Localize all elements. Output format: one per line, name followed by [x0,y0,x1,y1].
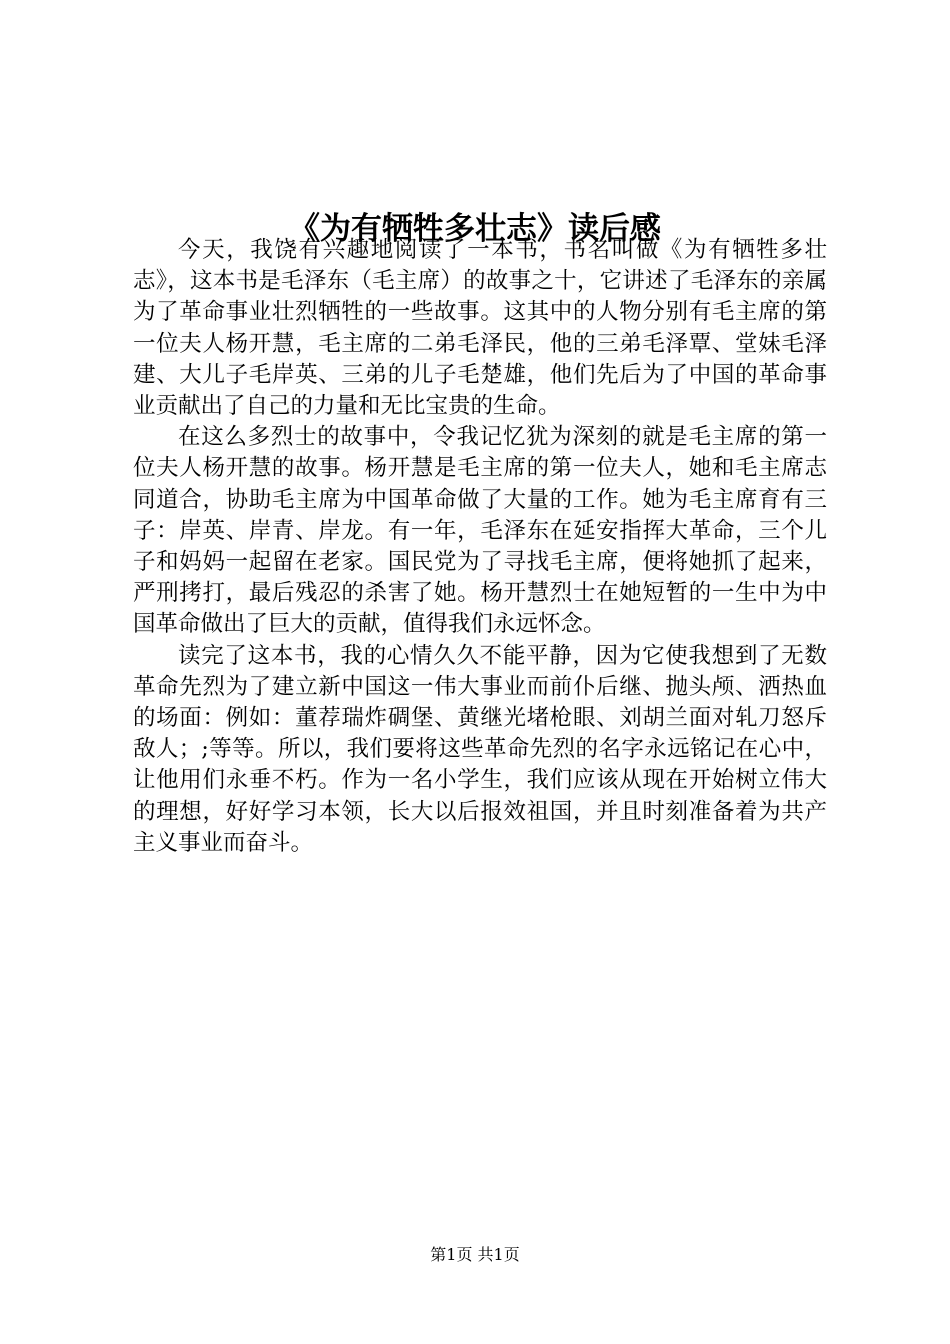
paragraph-3: 读完了这本书，我的心情久久不能平静，因为它使我想到了无数革命先烈为了建立新中国这一伟大事业而前仆后继、抛头颅、洒热血的场面：例如：董荐瑞炸碉堡、黄继光堵枪眼、刘胡兰面对轧刀怒斥敌人；;等等。所以，我们要将这些革命先烈的名字永远铭记在心中，让他用们永垂不朽。作为一名小学生，我们应该从现在开始树立伟大的理想，好好学习本领，长大以后报效祖国，并且时刻准备着为共产主义事业而奋斗。 [133,642,827,856]
paragraph-2: 在这么多烈士的故事中，令我记忆犹为深刻的就是毛主席的第一位夫人杨开慧的故事。杨开慧是毛主席的第一位夫人，她和毛主席志同道合，协助毛主席为中国革命做了大量的工作。她为毛主席育有三子：岸英、岸青、岸龙。有一年，毛泽东在延安指挥大革命，三个儿子和妈妈一起留在老家。国民党为了寻找毛主席，便将她抓了起来，严刑拷打，最后残忍的杀害了她。杨开慧烈士在她短暂的一生中为中国革命做出了巨大的贡献，值得我们永远怀念。 [133,424,827,638]
document-body [133,235,827,859]
paragraph-1: 今天，我饶有兴趣地阅读了一本书，书名叫做《为有牺牲多壮志》，这本书是毛泽东（毛主席）的故事之十，它讲述了毛泽东的亲属为了革命事业壮烈牺牲的一些故事。这其中的人物分别有毛主席的第一位夫人杨开慧，毛主席的二弟毛泽民，他的三弟毛泽覃、堂妹毛泽建、大儿子毛岸英、三弟的儿子毛楚雄，他们先后为了中国的革命事业贡献出了自己的力量和无比宝贵的生命。 [133,237,827,420]
page-footer: 第1页 共1页 [430,1245,520,1264]
page-title: 《为有牺牲多壮志》读后感 [289,210,661,247]
